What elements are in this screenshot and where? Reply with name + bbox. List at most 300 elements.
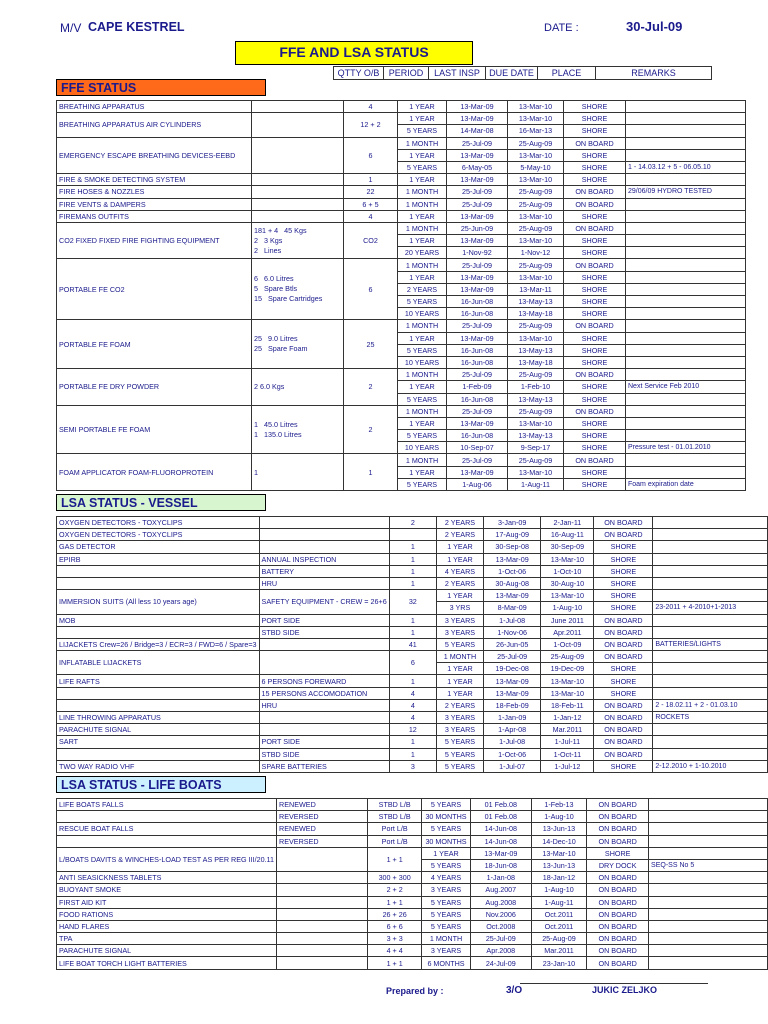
table-row (57, 920, 768, 932)
remarks-cell (626, 356, 746, 368)
period-cell: 5 YEARS (398, 430, 447, 442)
remarks-cell: 1 - 14.03.12 + 5 - 06.05.10 (626, 161, 746, 173)
due-date-cell: 13-Mar-10 (508, 466, 564, 478)
qty-cell: 2 (344, 369, 398, 406)
place-cell: SHORE (594, 577, 653, 589)
last-insp-cell: 16-Jun-08 (447, 356, 508, 368)
item-name-cell (57, 811, 277, 823)
table-row (57, 760, 768, 772)
remarks-cell (649, 847, 768, 859)
table-row (57, 957, 768, 969)
qty-cell: 3 + 3 (368, 933, 422, 945)
due-date-cell: 1-Nov-12 (508, 247, 564, 259)
item-name-cell: RESCUE BOAT FALLS (57, 823, 277, 835)
place-cell: ON BOARD (587, 799, 649, 811)
item-name-cell: EPIRB (57, 553, 260, 565)
place-cell: ON BOARD (564, 222, 626, 234)
table-row (57, 174, 746, 186)
place-cell: ON BOARD (594, 699, 653, 711)
table-row (57, 590, 768, 602)
qty-cell: 2 (344, 405, 398, 454)
item-name-cell: BUOYANT SMOKE (57, 884, 277, 896)
item-detail-cell (252, 198, 344, 210)
place-cell: ON BOARD (594, 614, 653, 626)
item-name-cell: LIFE BOAT TORCH LIGHT BATTERIES (57, 957, 277, 969)
period-cell: 3 YEARS (436, 614, 483, 626)
remarks-cell (626, 283, 746, 295)
remarks-cell: ROCKETS (653, 712, 768, 724)
item-name-cell: LIJACKETS Crew=26 / Bridge=3 / ECR=3 / FWD=6 / Spare=3 (57, 638, 260, 650)
qty-cell: 6 (344, 259, 398, 320)
place-cell: SHORE (564, 247, 626, 259)
table-row (57, 872, 768, 884)
remarks-cell (626, 125, 746, 137)
last-insp-cell: 13-Mar-09 (447, 283, 508, 295)
due-date-cell: 13-Mar-10 (508, 417, 564, 429)
place-cell: SHORE (564, 283, 626, 295)
last-insp-cell: 26-Jun-05 (484, 638, 541, 650)
period-cell: 1 MONTH (422, 933, 471, 945)
item-detail-cell: PORT SIDE (259, 614, 389, 626)
remarks-cell (653, 675, 768, 687)
page-title: FFE AND LSA STATUS (235, 41, 473, 65)
item-name-cell: FOAM APPLICATOR FOAM-FLUOROPROTEIN (57, 454, 252, 491)
period-cell: 3 YEARS (422, 945, 471, 957)
due-date-cell: 25-Aug-09 (508, 137, 564, 149)
item-detail-cell (252, 174, 344, 186)
period-cell: 1 MONTH (398, 405, 447, 417)
place-cell: ON BOARD (587, 884, 649, 896)
due-date-cell: 13-May-13 (508, 296, 564, 308)
last-insp-cell: 1-Jul-08 (484, 614, 541, 626)
item-detail-cell: 1 (252, 454, 344, 491)
place-cell: SHORE (564, 161, 626, 173)
last-insp-cell: 1-Nov-92 (447, 247, 508, 259)
last-insp-cell: 13-Mar-09 (447, 235, 508, 247)
due-date-cell: Oct.2011 (531, 908, 587, 920)
period-cell: 1 YEAR (436, 590, 483, 602)
item-detail-cell: STBD SIDE (259, 626, 389, 638)
period-cell: 2 YEARS (436, 577, 483, 589)
period-cell: 1 YEAR (422, 847, 471, 859)
last-insp-cell: 13-Mar-09 (484, 590, 541, 602)
item-name-cell: IMMERSION SUITS (All less 10 years age) (57, 590, 260, 614)
table-row (57, 699, 768, 711)
item-detail-cell (259, 541, 389, 553)
period-cell: 5 YEARS (398, 478, 447, 490)
period-cell: 5 YEARS (436, 748, 483, 760)
item-name-cell: SEMI PORTABLE FE FOAM (57, 405, 252, 454)
place-cell: SHORE (594, 553, 653, 565)
last-insp-cell: 1-Jan-09 (484, 712, 541, 724)
remarks-cell (653, 748, 768, 760)
item-detail-cell: HRU (259, 699, 389, 711)
remarks-cell (626, 137, 746, 149)
last-insp-cell: 13-Mar-09 (484, 553, 541, 565)
qty-cell: Port L/B (368, 823, 422, 835)
due-date-cell: 30-Aug-10 (541, 577, 594, 589)
remarks-cell (626, 149, 746, 161)
due-date-cell: Mar.2011 (541, 724, 594, 736)
item-name-cell: PARACHUTE SIGNAL (57, 724, 260, 736)
place-cell: ON BOARD (594, 529, 653, 541)
qty-cell: 1 (389, 675, 436, 687)
last-insp-cell: 13-Mar-09 (447, 417, 508, 429)
item-detail-cell: 1 45.0 Litres 1 135.0 Litres (252, 405, 344, 454)
due-date-cell: 5-May-10 (508, 161, 564, 173)
last-insp-cell: 13-Mar-09 (447, 149, 508, 161)
last-insp-cell: 13-Mar-09 (447, 466, 508, 478)
place-cell: SHORE (564, 417, 626, 429)
place-cell: ON BOARD (587, 835, 649, 847)
due-date-cell: June 2011 (541, 614, 594, 626)
period-cell: 1 YEAR (436, 663, 483, 675)
due-date-cell: 25-Aug-09 (508, 405, 564, 417)
due-date-cell: 13-Mar-10 (541, 687, 594, 699)
remarks-cell (626, 393, 746, 405)
last-insp-cell: 18-Feb-09 (484, 699, 541, 711)
item-name-cell: OXYGEN DETECTORS - TOXYCLIPS (57, 517, 260, 529)
item-name-cell: PARACHUTE SIGNAL (57, 945, 277, 957)
place-cell: SHORE (564, 174, 626, 186)
remarks-cell (626, 430, 746, 442)
item-name-cell: ANTI SEASICKNESS TABLETS (57, 872, 277, 884)
item-detail-cell (277, 847, 368, 871)
qty-cell: STBD L/B (368, 811, 422, 823)
item-name-cell (57, 577, 260, 589)
table-row (57, 724, 768, 736)
period-cell: 1 YEAR (436, 687, 483, 699)
item-detail-cell: 6 PERSONS FOREWARD (259, 675, 389, 687)
ffe-status-table (56, 100, 746, 491)
remarks-cell (626, 247, 746, 259)
last-insp-cell: 30-Sep-08 (484, 541, 541, 553)
period-cell: 5 YEARS (422, 799, 471, 811)
period-cell: 1 YEAR (398, 149, 447, 161)
period-cell: 1 YEAR (436, 541, 483, 553)
qty-cell: 4 + 4 (368, 945, 422, 957)
place-cell: SHORE (564, 478, 626, 490)
table-row (57, 712, 768, 724)
due-date-cell: 25-Aug-09 (508, 222, 564, 234)
item-name-cell (57, 565, 260, 577)
place-cell: ON BOARD (564, 137, 626, 149)
item-detail-cell: 2 6.0 Kgs (252, 369, 344, 406)
last-insp-cell: 25-Jul-09 (484, 651, 541, 663)
due-date-cell: 1-Feb-10 (508, 381, 564, 393)
last-insp-cell: 16-Jun-08 (447, 296, 508, 308)
item-detail-cell (277, 872, 368, 884)
last-insp-cell: 13-Mar-09 (447, 113, 508, 125)
last-insp-cell: 25-Jul-09 (470, 933, 531, 945)
last-insp-cell: 01 Feb.08 (470, 799, 531, 811)
last-insp-cell: 14-Jun-08 (470, 835, 531, 847)
last-insp-cell: 25-Jul-09 (447, 137, 508, 149)
remarks-cell (626, 222, 746, 234)
table-row (57, 113, 746, 125)
remarks-cell (649, 945, 768, 957)
table-row (57, 799, 768, 811)
place-cell: SHORE (594, 541, 653, 553)
period-cell: 1 YEAR (436, 675, 483, 687)
period-cell: 5 YEARS (422, 920, 471, 932)
remarks-cell: SEQ-SS No 5 (649, 859, 768, 871)
remarks-cell (653, 565, 768, 577)
item-detail-cell (259, 529, 389, 541)
due-date-cell: 1-Oct-11 (541, 748, 594, 760)
due-date-cell: 13-Mar-10 (508, 332, 564, 344)
last-insp-cell: 13-Mar-09 (447, 210, 508, 222)
remarks-cell (626, 369, 746, 381)
due-date-cell: 23-Jan-10 (531, 957, 587, 969)
qty-cell: 2 + 2 (368, 884, 422, 896)
item-detail-cell (277, 908, 368, 920)
due-date-cell: 1-Aug-10 (531, 884, 587, 896)
qty-cell: 1 (389, 553, 436, 565)
last-insp-cell: 1-Apr-08 (484, 724, 541, 736)
period-cell: 5 YEARS (436, 760, 483, 772)
table-row (57, 320, 746, 332)
table-row (57, 565, 768, 577)
period-cell: 2 YEARS (436, 517, 483, 529)
place-cell: ON BOARD (594, 748, 653, 760)
remarks-cell (649, 908, 768, 920)
period-cell: 4 YEARS (422, 872, 471, 884)
last-insp-cell: 16-Jun-08 (447, 430, 508, 442)
table-row (57, 945, 768, 957)
place-cell: ON BOARD (594, 517, 653, 529)
item-name-cell: FOOD RATIONS (57, 908, 277, 920)
last-insp-cell: 1-Jul-08 (484, 736, 541, 748)
place-cell: SHORE (594, 760, 653, 772)
due-date-cell: 25-Aug-09 (508, 198, 564, 210)
qty-cell: 1 (389, 565, 436, 577)
column-header-row (333, 66, 712, 80)
table-row (57, 933, 768, 945)
qty-cell: 41 (389, 638, 436, 650)
last-insp-cell: 25-Jul-09 (447, 259, 508, 271)
period-cell: 2 YEARS (436, 699, 483, 711)
due-date-cell: 13-Mar-10 (541, 590, 594, 602)
item-name-cell: LIFE BOATS FALLS (57, 799, 277, 811)
item-name-cell: OXYGEN DETECTORS - TOXYCLIPS (57, 529, 260, 541)
due-date-cell: 13-May-18 (508, 308, 564, 320)
last-insp-cell: 25-Jul-09 (447, 454, 508, 466)
table-row (57, 748, 768, 760)
qty-cell: 22 (344, 186, 398, 198)
remarks-cell (626, 332, 746, 344)
table-row (57, 198, 746, 210)
remarks-cell (649, 799, 768, 811)
date-value: 30-Jul-09 (626, 19, 683, 34)
item-name-cell: SART (57, 736, 260, 748)
period-cell: 3 YEARS (436, 724, 483, 736)
lsa-vessel-table (56, 516, 768, 773)
due-date-cell: 1-Oct-10 (541, 565, 594, 577)
remarks-cell (649, 896, 768, 908)
due-date-cell: 13-Mar-10 (508, 210, 564, 222)
qty-cell: Port L/B (368, 835, 422, 847)
remarks-cell (653, 577, 768, 589)
place-cell: ON BOARD (594, 724, 653, 736)
qty-cell: 6 (389, 651, 436, 675)
last-insp-cell: Apr.2008 (470, 945, 531, 957)
period-cell: 4 YEARS (436, 565, 483, 577)
due-date-cell: 16-Aug-11 (541, 529, 594, 541)
period-cell: 30 MONTHS (422, 811, 471, 823)
place-cell: SHORE (564, 430, 626, 442)
table-row (57, 369, 746, 381)
remarks-cell (653, 736, 768, 748)
item-detail-cell: RENEWED (277, 823, 368, 835)
period-cell: 20 YEARS (398, 247, 447, 259)
item-detail-cell: BATTERY (259, 565, 389, 577)
due-date-cell: 13-Mar-10 (541, 675, 594, 687)
due-date-cell: 14-Dec-10 (531, 835, 587, 847)
period-cell: 5 YEARS (422, 896, 471, 908)
section-title-ffe: FFE STATUS (56, 79, 266, 96)
qty-cell: 4 (344, 210, 398, 222)
qty-cell: 2 (389, 517, 436, 529)
due-date-cell: 19-Dec-09 (541, 663, 594, 675)
due-date-cell: Oct.2011 (531, 920, 587, 932)
qty-cell: 26 + 26 (368, 908, 422, 920)
table-row (57, 529, 768, 541)
table-row (57, 884, 768, 896)
item-detail-cell (277, 945, 368, 957)
due-date-cell: 13-May-13 (508, 344, 564, 356)
place-cell: SHORE (594, 602, 653, 614)
place-cell: SHORE (564, 125, 626, 137)
place-cell: ON BOARD (564, 186, 626, 198)
table-row (57, 186, 746, 198)
table-row (57, 823, 768, 835)
period-cell: 1 YEAR (398, 101, 447, 113)
item-name-cell: FIRE & SMOKE DETECTING SYSTEM (57, 174, 252, 186)
item-detail-cell: 25 9.0 Litres 25 Spare Foam (252, 320, 344, 369)
remarks-cell: 2-12.2010 + 1-10.2010 (653, 760, 768, 772)
remarks-cell: 2 - 18.02.11 + 2 - 01.03.10 (653, 699, 768, 711)
remarks-cell (626, 454, 746, 466)
due-date-cell: 13-Mar-10 (541, 553, 594, 565)
remarks-cell (649, 872, 768, 884)
last-insp-cell: 25-Jun-09 (447, 222, 508, 234)
due-date-cell: 25-Aug-09 (508, 369, 564, 381)
place-cell: SHORE (564, 332, 626, 344)
place-cell: DRY DOCK (587, 859, 649, 871)
last-insp-cell: 1-Jul-07 (484, 760, 541, 772)
last-insp-cell: Oct.2008 (470, 920, 531, 932)
preparer-rank: 3/O (506, 985, 523, 996)
remarks-cell (649, 920, 768, 932)
qty-cell: 1 + 1 (368, 896, 422, 908)
table-row (57, 651, 768, 663)
last-insp-cell: 25-Jul-09 (447, 198, 508, 210)
period-cell: 1 YEAR (398, 210, 447, 222)
item-name-cell: MOB (57, 614, 260, 626)
item-name-cell: LIFE RAFTS (57, 675, 260, 687)
period-cell: 1 MONTH (398, 186, 447, 198)
place-cell: SHORE (594, 687, 653, 699)
place-cell: SHORE (564, 442, 626, 454)
qty-cell: 1 (389, 541, 436, 553)
last-insp-cell: 1-Jan-08 (470, 872, 531, 884)
due-date-cell: 13-Mar-10 (508, 101, 564, 113)
remarks-cell (653, 724, 768, 736)
item-name-cell: L/BOATS DAVITS & WINCHES-LOAD TEST AS PER REG III/20.11 (57, 847, 277, 871)
item-name-cell: GAS DETECTOR (57, 541, 260, 553)
period-cell: 1 YEAR (398, 235, 447, 247)
place-cell: SHORE (564, 235, 626, 247)
item-detail-cell (252, 101, 344, 113)
place-cell: ON BOARD (594, 736, 653, 748)
period-cell: 1 YEAR (398, 466, 447, 478)
remarks-cell (626, 101, 746, 113)
place-cell: ON BOARD (587, 945, 649, 957)
item-name-cell: BREATHING APPARATUS (57, 101, 252, 113)
due-date-cell: 1-Aug-10 (531, 811, 587, 823)
period-cell: 1 MONTH (398, 137, 447, 149)
last-insp-cell: 13-Mar-09 (447, 174, 508, 186)
last-insp-cell: 25-Jul-09 (447, 186, 508, 198)
last-insp-cell: 13-Mar-09 (447, 101, 508, 113)
due-date-cell: 13-Jun-13 (531, 859, 587, 871)
remarks-cell (653, 590, 768, 602)
date-label: DATE : (544, 22, 579, 34)
remarks-cell (653, 663, 768, 675)
item-detail-cell: HRU (259, 577, 389, 589)
last-insp-cell: 1-Nov-06 (484, 626, 541, 638)
due-date-cell: 1-Jan-12 (541, 712, 594, 724)
last-insp-cell: 14-Mar-08 (447, 125, 508, 137)
qty-cell: 1 (389, 614, 436, 626)
item-name-cell: INFLATABLE LIJACKETS (57, 651, 260, 675)
place-cell: ON BOARD (564, 259, 626, 271)
remarks-cell (626, 344, 746, 356)
item-detail-cell: STBD SIDE (259, 748, 389, 760)
due-date-cell: 13-Mar-10 (508, 174, 564, 186)
place-cell: ON BOARD (564, 454, 626, 466)
period-cell: 1 YEAR (398, 381, 447, 393)
due-date-cell: 25-Aug-09 (508, 454, 564, 466)
place-cell: SHORE (594, 565, 653, 577)
period-cell: 30 MONTHS (422, 835, 471, 847)
item-detail-cell: REVERSED (277, 835, 368, 847)
preparer-name: JUKIC ZELJKO (592, 985, 658, 995)
last-insp-cell: Nov.2006 (470, 908, 531, 920)
last-insp-cell: 16-Jun-08 (447, 393, 508, 405)
table-row (57, 222, 746, 234)
place-cell: SHORE (594, 675, 653, 687)
item-name-cell: HAND FLARES (57, 920, 277, 932)
remarks-cell (626, 405, 746, 417)
place-cell: ON BOARD (587, 896, 649, 908)
period-cell: 5 YEARS (422, 823, 471, 835)
item-name-cell: TWO WAY RADIO VHF (57, 760, 260, 772)
place-cell: ON BOARD (587, 872, 649, 884)
place-cell: SHORE (594, 663, 653, 675)
due-date-cell: 13-Mar-11 (508, 283, 564, 295)
qty-cell: 25 (344, 320, 398, 369)
item-detail-cell (252, 113, 344, 137)
item-detail-cell (252, 137, 344, 174)
last-insp-cell: 25-Jul-09 (447, 320, 508, 332)
due-date-cell: 2-Jan-11 (541, 517, 594, 529)
item-name-cell: LINE THROWING APPARATUS (57, 712, 260, 724)
period-cell: 5 YEARS (422, 908, 471, 920)
table-row (57, 847, 768, 859)
due-date-cell: 9-Sep-17 (508, 442, 564, 454)
